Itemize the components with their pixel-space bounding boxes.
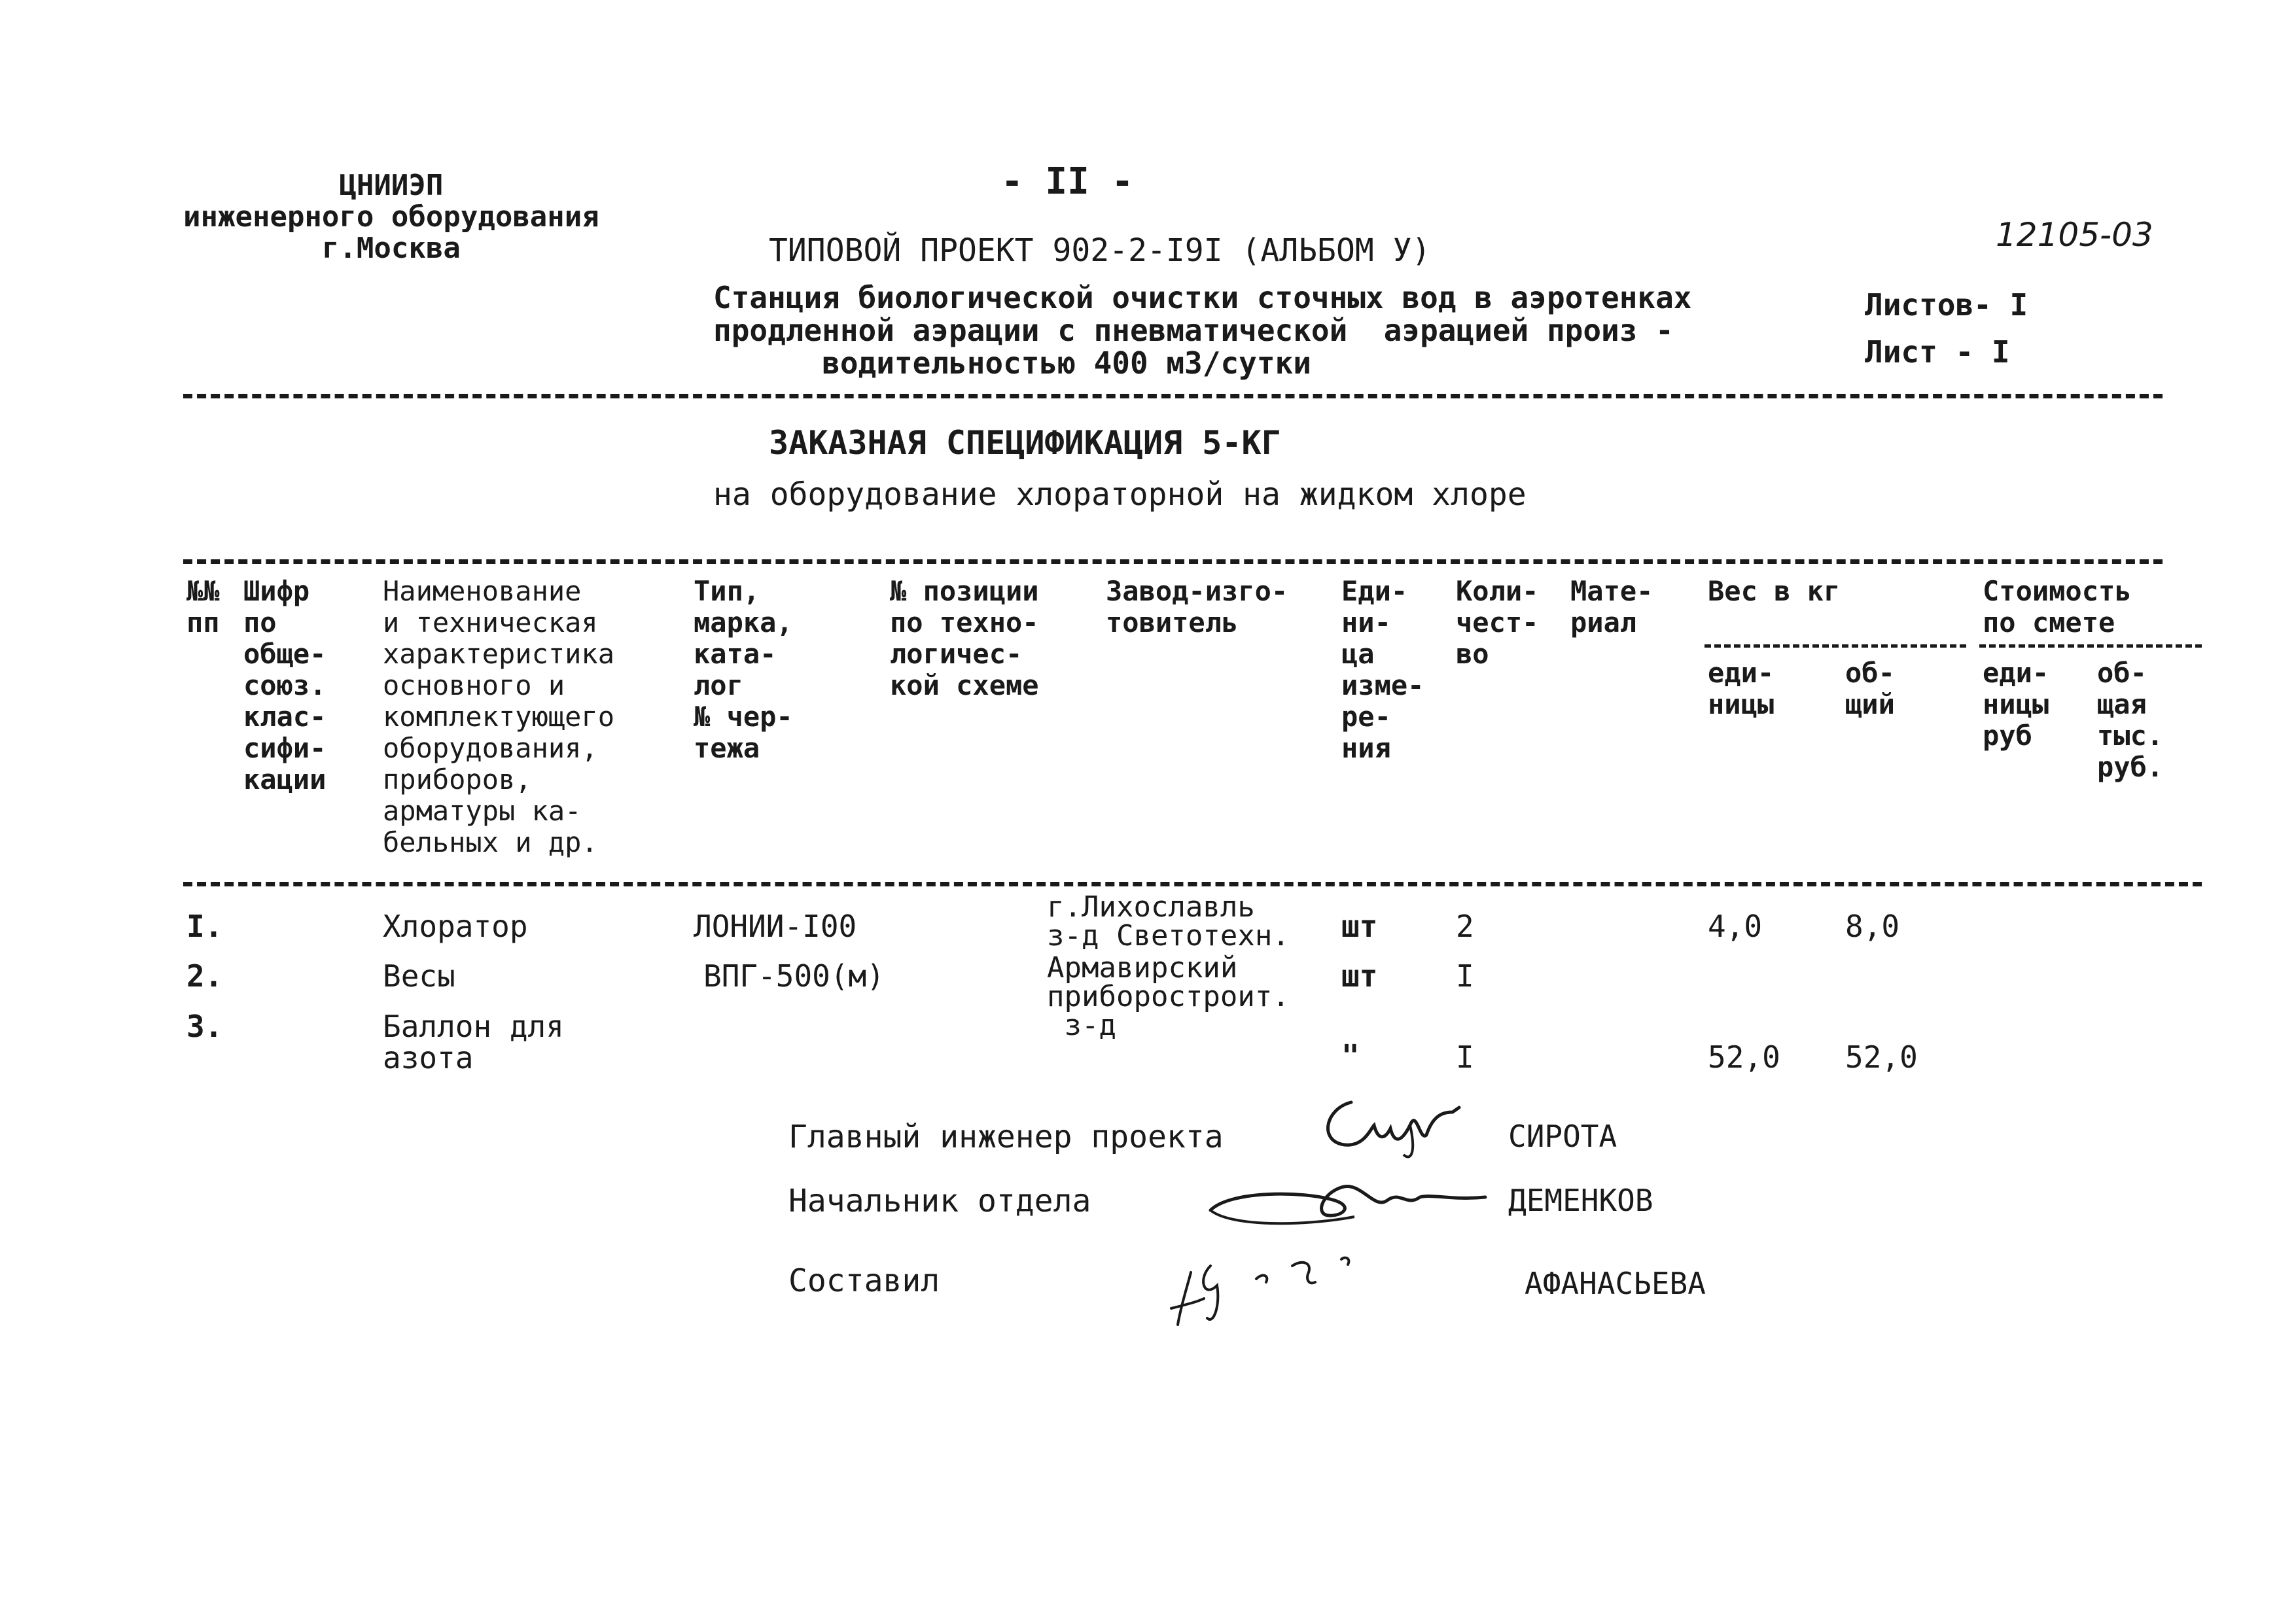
row-unit: " — [1341, 1038, 1360, 1073]
row-weight-total: 52,0 — [1845, 1039, 1918, 1075]
col-header-position: № позиции по техно- логичес- кой схеме — [890, 575, 1039, 701]
col-header-name: Наименование и техническая характеристика основного и комплектующего оборудования, приборов, арматуры ка- бельных и др. — [383, 575, 615, 858]
row-num: 3. — [186, 1009, 223, 1044]
row-qty: I — [1456, 1039, 1474, 1075]
col-header-weight: Вес в кг — [1708, 575, 1841, 607]
col-header-manufacturer: Завод-изго- товитель — [1106, 575, 1288, 638]
row-unit: шт — [1341, 958, 1378, 994]
header-divider — [183, 394, 2163, 398]
signature-mark — [1312, 1089, 1482, 1161]
station-description: Станция биологической очистки сточных вод в аэротенках продленной аэрации с пневматической аэрацией произ - водительностью 400 м3/сутки — [713, 280, 1692, 381]
project-title: ТИПОВОЙ ПРОЕКТ 902-2-I9I (АЛЬБОМ У) — [769, 232, 1431, 269]
cost-subheader-rule — [1979, 644, 2202, 648]
signature-role: Главный инженер проекта — [788, 1119, 1224, 1155]
sheet-info — [1865, 281, 2028, 375]
col-header-cost-unit: еди- ницы руб — [1983, 657, 2049, 752]
col-header-code: Шифр по обще- союз. клас- сифи- кации — [243, 575, 327, 795]
org-city: г.Москва — [321, 232, 461, 265]
row-manufacturer: г.Лихославль з-д Светотехн. — [1047, 890, 1290, 952]
sheet-number: Лист - I — [1865, 334, 2010, 370]
row-qty: I — [1456, 958, 1474, 994]
signature-mark — [1152, 1246, 1374, 1331]
col-header-type: Тип, марка, ката- лог № чер- тежа — [694, 575, 793, 764]
spec-subtitle: на оборудование хлораторной на жидком хлоре — [713, 476, 1527, 513]
row-weight-total: 8,0 — [1845, 909, 1900, 944]
row-unit: шт — [1341, 909, 1378, 944]
signature-mark — [1204, 1164, 1492, 1236]
sheets-total: Листов- I — [1865, 287, 2028, 323]
table-header-rule — [183, 882, 2202, 886]
org-department: инженерного оборудования — [183, 200, 599, 234]
col-header-cost: Стоимость по смете — [1983, 575, 2132, 638]
col-header-unit: Еди- ни- ца изме- ре- ния — [1341, 575, 1424, 764]
signature-name: СИРОТА — [1508, 1119, 1617, 1154]
col-header-qty: Коли- чест- во — [1456, 575, 1539, 670]
spec-title: ЗАКАЗНАЯ СПЕЦИФИКАЦИЯ 5-КГ — [769, 424, 1281, 462]
signature-role: Составил — [788, 1263, 940, 1299]
row-name: Хлоратор — [383, 909, 528, 944]
signature-name: АФАНАСЬЕВА — [1525, 1266, 1706, 1301]
row-type: ЛОНИИ-I00 — [694, 909, 857, 944]
row-weight-unit: 4,0 — [1708, 909, 1763, 944]
row-name: Баллон для азота — [383, 1009, 564, 1075]
organization-block — [183, 170, 599, 264]
project-code: 12105-03 — [1996, 216, 2153, 254]
row-name: Весы — [383, 958, 455, 994]
row-qty: 2 — [1456, 909, 1474, 944]
page-number: - II - — [1001, 160, 1134, 203]
row-weight-unit: 52,0 — [1708, 1039, 1780, 1075]
col-header-weight-unit: еди- ницы — [1708, 657, 1775, 720]
table-top-rule — [183, 559, 2163, 564]
row-num: I. — [186, 909, 223, 944]
org-name: ЦНИИЭП — [339, 169, 444, 202]
signature-name: ДЕМЕНКОВ — [1508, 1183, 1653, 1218]
weight-subheader-rule — [1704, 644, 1966, 648]
col-header-weight-total: об- щий — [1845, 657, 1895, 720]
row-type: ВПГ-500(м) — [703, 958, 885, 994]
col-header-material: Мате- риал — [1570, 575, 1653, 638]
row-manufacturer: Армавирский приборостроит. з-д — [1047, 951, 1290, 1042]
col-header-num: №№ пп — [186, 575, 220, 638]
signature-role: Начальник отдела — [788, 1183, 1091, 1219]
col-header-cost-total: об- щая тыс. руб. — [2097, 657, 2164, 783]
row-num: 2. — [186, 958, 223, 994]
